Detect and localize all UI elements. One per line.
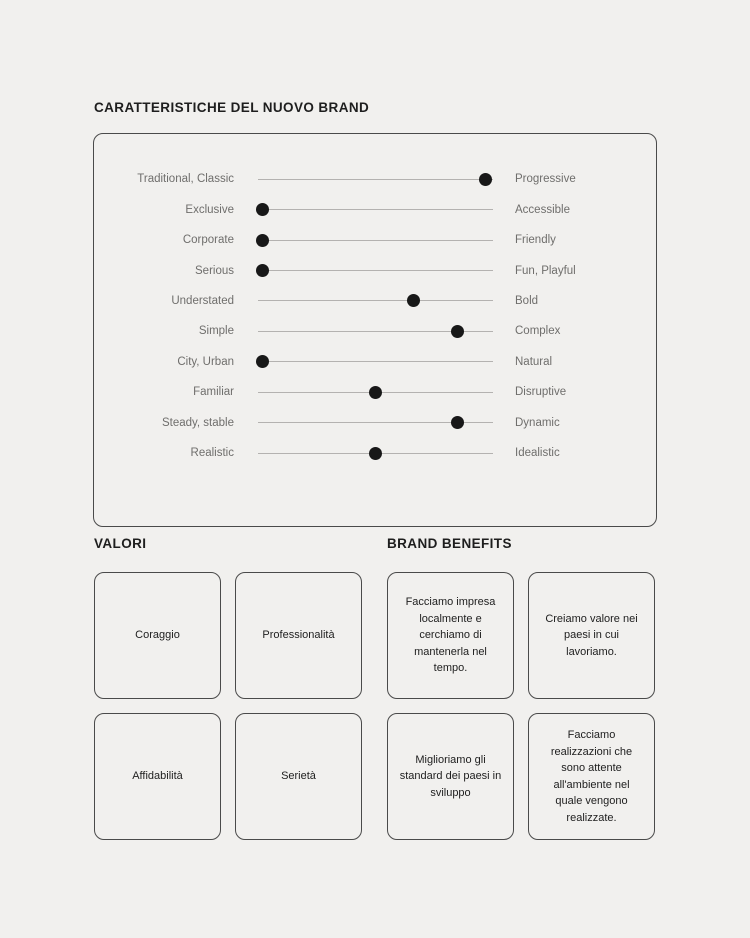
- slider-track-line: [258, 179, 493, 180]
- valori-card: [94, 713, 221, 840]
- benefit-card: [387, 713, 514, 840]
- slider-right-label: Accessible: [515, 203, 570, 216]
- slider-right-label: Fun, Playful: [515, 264, 576, 277]
- slider-left-label: Traditional, Classic: [137, 173, 234, 186]
- slider-left-label: Simple: [198, 325, 234, 338]
- slider-row: [94, 286, 656, 316]
- valori-card: [235, 713, 362, 840]
- slider-right-label: Dynamic: [515, 416, 560, 429]
- slider-left-label: Exclusive: [185, 203, 234, 216]
- card-text: Facciamo realizzazioni che sono attente all'ambiente nel quale vengono realizzate.: [550, 729, 633, 824]
- benefit-card: [528, 713, 655, 840]
- slider-left-label: Familiar: [193, 386, 234, 399]
- slider-row: [94, 408, 656, 438]
- slider-right-label: Complex: [515, 325, 561, 338]
- slider-track[interactable]: [258, 325, 493, 338]
- slider-handle[interactable]: [451, 325, 464, 338]
- benefit-card: [528, 572, 655, 699]
- brand-benefits-heading: BRAND BENEFITS: [387, 536, 512, 551]
- slider-handle[interactable]: [407, 294, 420, 307]
- slider-left-label: Steady, stable: [161, 416, 234, 429]
- slider-track-line: [258, 300, 493, 301]
- valori-heading: VALORI: [94, 536, 147, 551]
- slider-track[interactable]: [258, 173, 493, 186]
- slider-row: [94, 164, 656, 194]
- page-title: CARATTERISTICHE DEL NUOVO BRAND: [94, 100, 370, 115]
- slider-rows-container: [94, 164, 656, 468]
- slider-track-line: [258, 209, 493, 210]
- valori-card: [94, 572, 221, 699]
- slider-row: [94, 255, 656, 285]
- slider-track[interactable]: [258, 386, 493, 399]
- card-text: Professionalità: [262, 629, 335, 642]
- slider-right-label: Bold: [515, 294, 539, 307]
- slider-handle[interactable]: [256, 264, 269, 277]
- slider-track-line: [258, 270, 493, 271]
- card-text: Serietà: [281, 770, 316, 783]
- slider-row: [94, 347, 656, 377]
- slider-track[interactable]: [258, 416, 493, 429]
- slider-row: [94, 225, 656, 255]
- slider-row: [94, 316, 656, 346]
- card-text: Affidabilità: [132, 770, 183, 783]
- slider-track-line: [258, 240, 493, 241]
- brand-benefits-grid: [387, 572, 655, 840]
- slider-left-label: Serious: [195, 264, 234, 277]
- slider-track[interactable]: [258, 447, 493, 460]
- slider-left-label: Corporate: [182, 234, 234, 247]
- slider-handle[interactable]: [451, 416, 464, 429]
- slider-handle[interactable]: [256, 234, 269, 247]
- slider-right-label: Friendly: [515, 234, 556, 247]
- card-text: Miglioriamo gli standard dei paesi in sviluppo: [399, 753, 502, 799]
- slider-track[interactable]: [258, 234, 493, 247]
- slider-row: [94, 377, 656, 407]
- slider-handle[interactable]: [369, 386, 382, 399]
- slider-handle[interactable]: [369, 447, 382, 460]
- slider-row: [94, 438, 656, 468]
- brand-characteristics-panel: [93, 133, 657, 527]
- slider-handle[interactable]: [256, 355, 269, 368]
- card-text: Facciamo impresa localmente e cerchiamo di mantenerla nel tempo.: [405, 596, 496, 675]
- slider-track[interactable]: [258, 264, 493, 277]
- valori-card: [235, 572, 362, 699]
- slider-track-line: [258, 361, 493, 362]
- slider-track[interactable]: [258, 203, 493, 216]
- slider-right-label: Natural: [515, 355, 553, 368]
- slider-handle[interactable]: [256, 203, 269, 216]
- slider-track[interactable]: [258, 294, 493, 307]
- benefit-card: [387, 572, 514, 699]
- slider-left-label: Understated: [171, 294, 234, 307]
- slider-right-label: Disruptive: [515, 386, 567, 399]
- slider-row: [94, 194, 656, 224]
- slider-left-label: City, Urban: [177, 355, 234, 368]
- slider-track[interactable]: [258, 355, 493, 368]
- slider-right-label: Progressive: [515, 173, 576, 186]
- valori-grid: [94, 572, 362, 840]
- card-text: Creiamo valore nei paesi in cui lavoriamo.: [545, 612, 638, 658]
- slider-right-label: Idealistic: [515, 447, 560, 460]
- card-text: Coraggio: [135, 629, 180, 642]
- slider-left-label: Realistic: [190, 447, 234, 460]
- slider-handle[interactable]: [479, 173, 492, 186]
